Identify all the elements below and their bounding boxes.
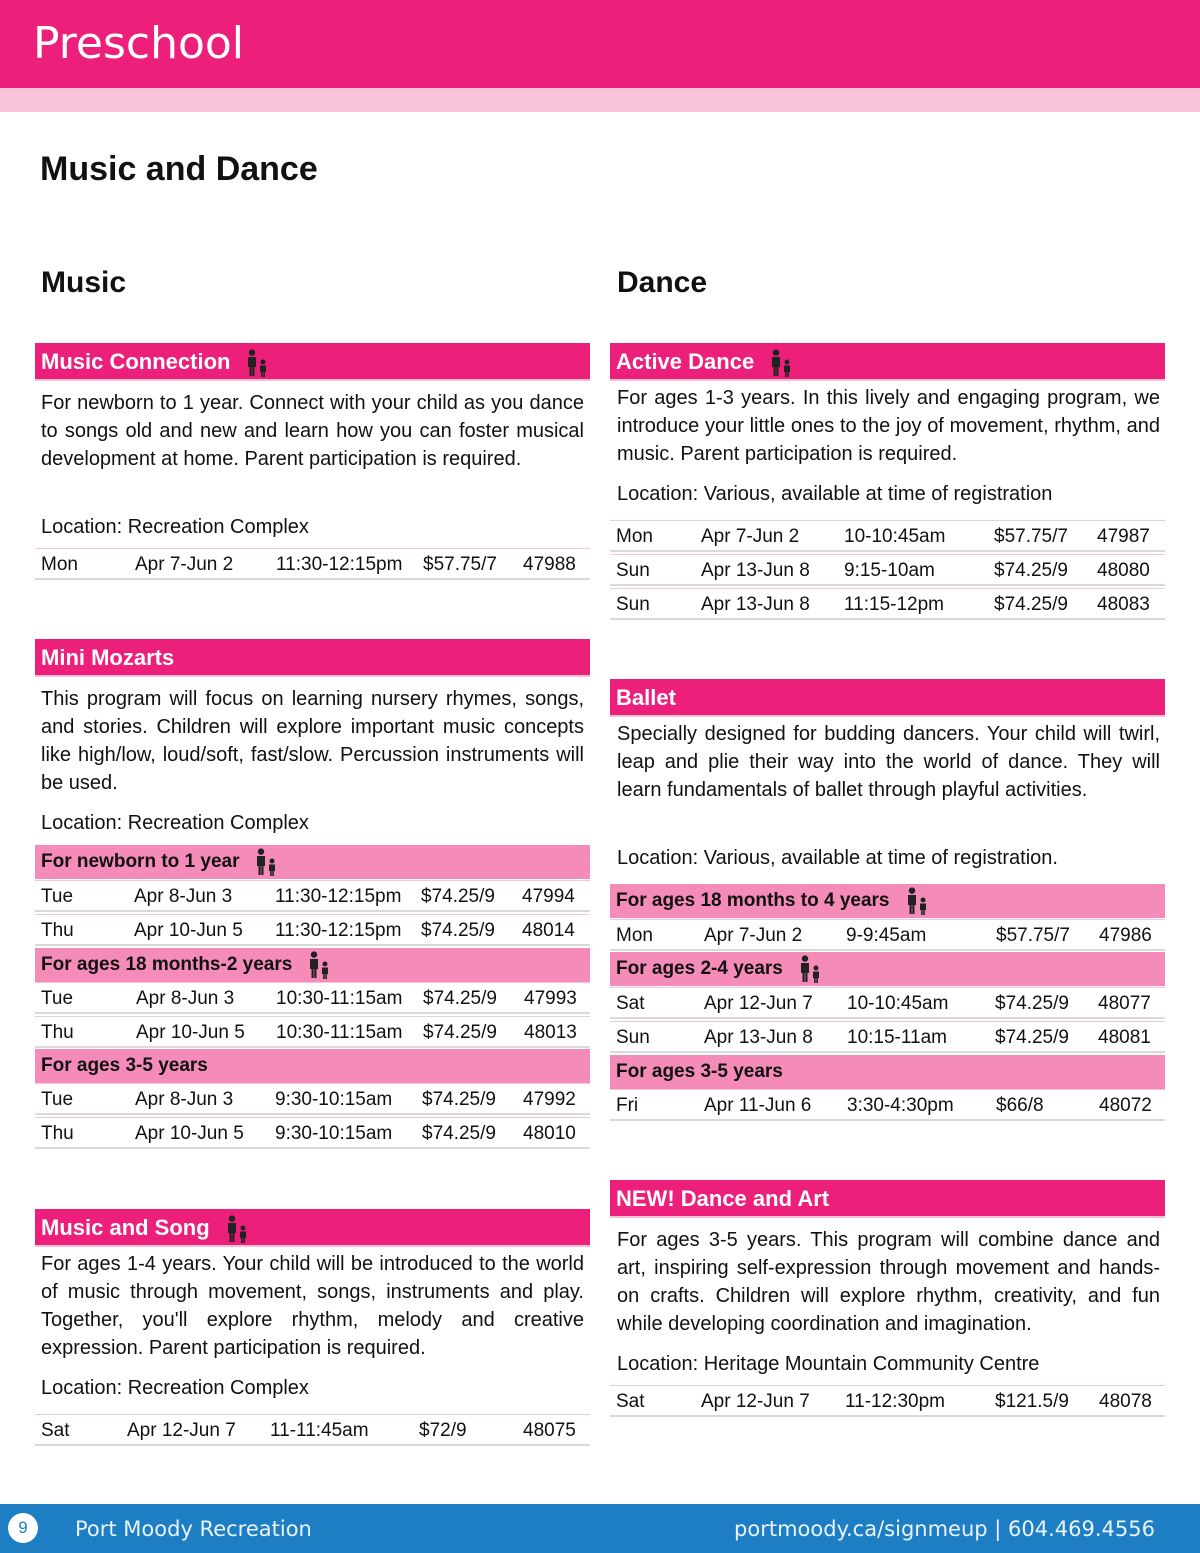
code-cell: 48080 xyxy=(1097,560,1150,581)
table-row xyxy=(35,1083,590,1115)
code-cell: 47988 xyxy=(523,554,576,575)
code-cell: 47994 xyxy=(522,886,575,907)
time-cell: 11-12:30pm xyxy=(845,1391,945,1412)
price-cell: $74.25/9 xyxy=(421,886,495,907)
program-location: Location: Various, available at time of registration xyxy=(617,483,1053,505)
age-group-label: For ages 2-4 years xyxy=(616,958,783,979)
parent-child-icon xyxy=(768,349,794,377)
price-cell: $74.25/9 xyxy=(995,993,1069,1014)
time-cell: 10-10:45am xyxy=(847,993,949,1014)
table-row xyxy=(610,1021,1165,1053)
code-cell: 47987 xyxy=(1097,526,1150,547)
table-row xyxy=(35,982,590,1014)
code-cell: 47992 xyxy=(523,1089,576,1110)
table-row xyxy=(35,1414,590,1446)
date-cell: Apr 13-Jun 8 xyxy=(701,594,810,615)
program-description: Specially designed for budding dancers. Your child will twirl, leap and plie their way into the world of dance. They will learn fundamentals of ballet through playful activities. xyxy=(617,723,1160,801)
program-title-text: Active Dance xyxy=(616,349,755,374)
price-cell: $121.5/9 xyxy=(995,1391,1069,1412)
price-cell: $74.25/9 xyxy=(994,560,1068,581)
table-row xyxy=(35,880,590,912)
time-cell: 3:30-4:30pm xyxy=(847,1095,954,1116)
time-cell: 9:30-10:15am xyxy=(275,1089,393,1110)
music-heading: Music xyxy=(41,266,127,299)
code-cell: 48010 xyxy=(523,1123,576,1144)
program-location: Location: Heritage Mountain Community Centre xyxy=(617,1353,1040,1375)
age-group-header xyxy=(35,948,590,982)
day-cell: Sat xyxy=(616,1391,645,1412)
date-cell: Apr 10-Jun 5 xyxy=(136,1022,245,1043)
day-cell: Mon xyxy=(41,554,78,575)
table-row xyxy=(610,588,1165,620)
page-footer xyxy=(0,1504,1200,1553)
page-title: Music and Dance xyxy=(40,150,318,188)
day-cell: Sat xyxy=(616,993,645,1014)
code-cell: 48014 xyxy=(522,920,575,941)
program-description: For ages 3-5 years. This program will combine dance and art, inspiring self-expression through movement and hands-on crafts. Children will explore rhythm, creativity, and fun while developing coordination and imagination. xyxy=(617,1229,1160,1335)
price-cell: $74.25/9 xyxy=(423,988,497,1009)
code-cell: 48078 xyxy=(1099,1391,1152,1412)
table-row xyxy=(610,554,1165,586)
day-cell: Thu xyxy=(41,920,74,941)
code-cell: 48077 xyxy=(1098,993,1151,1014)
dance-heading: Dance xyxy=(617,266,708,299)
table-row xyxy=(610,520,1165,552)
date-cell: Apr 13-Jun 8 xyxy=(701,560,810,581)
program-location: Location: Various, available at time of registration. xyxy=(617,847,1058,869)
day-cell: Tue xyxy=(41,886,74,907)
code-cell: 47993 xyxy=(524,988,577,1009)
program-description: For ages 1-4 years. Your child will be introduced to the world of music through movement, songs, instruments and play. Together, you'll explore rhythm, melody and creative expression. Parent participation is required. xyxy=(41,1253,584,1359)
code-cell: 48081 xyxy=(1098,1027,1151,1048)
date-cell: Apr 8-Jun 3 xyxy=(136,988,235,1009)
table-row xyxy=(35,1117,590,1149)
program-title-active-dance xyxy=(610,343,1165,381)
program-title-mini-mozarts xyxy=(35,639,590,677)
date-cell: Apr 8-Jun 3 xyxy=(134,886,233,907)
time-cell: 11:30-12:15pm xyxy=(276,554,403,575)
price-cell: $57.75/7 xyxy=(996,925,1070,946)
price-cell: $74.25/9 xyxy=(995,1027,1069,1048)
date-cell: Apr 7-Jun 2 xyxy=(135,554,234,575)
price-cell: $74.25/9 xyxy=(994,594,1068,615)
date-cell: Apr 12-Jun 7 xyxy=(701,1391,810,1412)
date-cell: Apr 10-Jun 5 xyxy=(135,1123,244,1144)
footer-org: Port Moody Recreation xyxy=(75,1517,312,1541)
date-cell: Apr 12-Jun 7 xyxy=(704,993,813,1014)
time-cell: 9-9:45am xyxy=(846,925,927,946)
header-band xyxy=(0,88,1200,112)
parent-child-icon xyxy=(904,887,930,915)
parent-child-icon xyxy=(306,951,332,979)
age-group-header xyxy=(35,1049,590,1083)
price-cell: $74.25/9 xyxy=(423,1022,497,1043)
time-cell: 11:30-12:15pm xyxy=(275,920,402,941)
table-row xyxy=(610,1385,1165,1417)
time-cell: 9:15-10am xyxy=(844,560,935,581)
time-cell: 9:30-10:15am xyxy=(275,1123,393,1144)
day-cell: Sun xyxy=(616,594,650,615)
date-cell: Apr 12-Jun 7 xyxy=(127,1420,236,1441)
page-number: 9 xyxy=(8,1513,38,1543)
date-cell: Apr 7-Jun 2 xyxy=(704,925,803,946)
date-cell: Apr 11-Jun 6 xyxy=(704,1095,812,1116)
code-cell: 48013 xyxy=(524,1022,577,1043)
program-title-text: Music Connection xyxy=(41,349,231,374)
day-cell: Mon xyxy=(616,925,653,946)
table-row xyxy=(610,987,1165,1019)
section-title: Preschool xyxy=(33,18,245,69)
day-cell: Thu xyxy=(41,1022,74,1043)
day-cell: Sun xyxy=(616,1027,650,1048)
code-cell: 47986 xyxy=(1099,925,1152,946)
price-cell: $66/8 xyxy=(996,1095,1044,1116)
program-title-dance-and-art xyxy=(610,1180,1165,1218)
footer-contact: portmoody.ca/signmeup | 604.469.4556 xyxy=(734,1517,1155,1541)
program-title-text: Music and Song xyxy=(41,1215,210,1240)
date-cell: Apr 7-Jun 2 xyxy=(701,526,800,547)
program-location: Location: Recreation Complex xyxy=(41,812,309,834)
age-group-label: For ages 18 months-2 years xyxy=(41,954,293,975)
table-row xyxy=(610,919,1165,951)
price-cell: $74.25/9 xyxy=(422,1089,496,1110)
day-cell: Fri xyxy=(616,1095,639,1116)
program-title-text: Ballet xyxy=(616,685,676,710)
age-group-label: For ages 3-5 years xyxy=(41,1055,208,1076)
time-cell: 10:15-11am xyxy=(847,1027,947,1048)
program-title-music-and-song xyxy=(35,1209,590,1247)
program-description: For ages 1-3 years. In this lively and engaging program, we introduce your little ones to the joy of movement, rhythm, and music. Parent participation is required. xyxy=(617,387,1160,465)
date-cell: Apr 8-Jun 3 xyxy=(135,1089,234,1110)
day-cell: Mon xyxy=(616,526,653,547)
age-group-header xyxy=(610,952,1165,986)
time-cell: 10:30-11:15am xyxy=(276,988,403,1009)
price-cell: $74.25/9 xyxy=(421,920,495,941)
parent-child-icon xyxy=(244,349,270,377)
parent-child-icon xyxy=(253,848,279,876)
parent-child-icon xyxy=(797,955,823,983)
table-row xyxy=(610,1089,1165,1121)
price-cell: $72/9 xyxy=(419,1420,467,1441)
day-cell: Sat xyxy=(41,1420,70,1441)
table-row xyxy=(35,914,590,946)
date-cell: Apr 13-Jun 8 xyxy=(704,1027,813,1048)
program-location: Location: Recreation Complex xyxy=(41,1377,309,1399)
age-group-header xyxy=(35,845,590,879)
age-group-label: For newborn to 1 year xyxy=(41,851,240,872)
day-cell: Sun xyxy=(616,560,650,581)
program-description: This program will focus on learning nursery rhymes, songs, and stories. Children will explore important music concepts like high/low, loud/soft, fast/slow. Percussion instruments will be used. xyxy=(41,688,584,794)
program-title-ballet xyxy=(610,679,1165,717)
date-cell: Apr 10-Jun 5 xyxy=(134,920,243,941)
code-cell: 48083 xyxy=(1097,594,1150,615)
page-header xyxy=(0,0,1200,88)
day-cell: Thu xyxy=(41,1123,74,1144)
age-group-label: For ages 18 months to 4 years xyxy=(616,890,890,911)
code-cell: 48075 xyxy=(523,1420,576,1441)
price-cell: $57.75/7 xyxy=(423,554,497,575)
program-title-music-connection xyxy=(35,343,590,381)
code-cell: 48072 xyxy=(1099,1095,1152,1116)
time-cell: 11:15-12pm xyxy=(844,594,944,615)
program-description: For newborn to 1 year. Connect with your child as you dance to songs old and new and learn how you can foster musical development at home. Parent participation is required. xyxy=(41,392,584,470)
program-location: Location: Recreation Complex xyxy=(41,516,309,538)
day-cell: Tue xyxy=(41,988,74,1009)
time-cell: 10-10:45am xyxy=(844,526,946,547)
day-cell: Tue xyxy=(41,1089,74,1110)
program-title-text: NEW! Dance and Art xyxy=(616,1186,830,1211)
age-group-label: For ages 3-5 years xyxy=(616,1061,783,1082)
price-cell: $57.75/7 xyxy=(994,526,1068,547)
time-cell: 10:30-11:15am xyxy=(276,1022,403,1043)
price-cell: $74.25/9 xyxy=(422,1123,496,1144)
parent-child-icon xyxy=(224,1215,250,1243)
program-title-text: Mini Mozarts xyxy=(41,645,175,670)
table-row xyxy=(35,548,590,580)
age-group-header xyxy=(610,1055,1165,1089)
table-row xyxy=(35,1016,590,1048)
age-group-header xyxy=(610,884,1165,918)
time-cell: 11:30-12:15pm xyxy=(275,886,402,907)
time-cell: 11-11:45am xyxy=(270,1420,369,1441)
